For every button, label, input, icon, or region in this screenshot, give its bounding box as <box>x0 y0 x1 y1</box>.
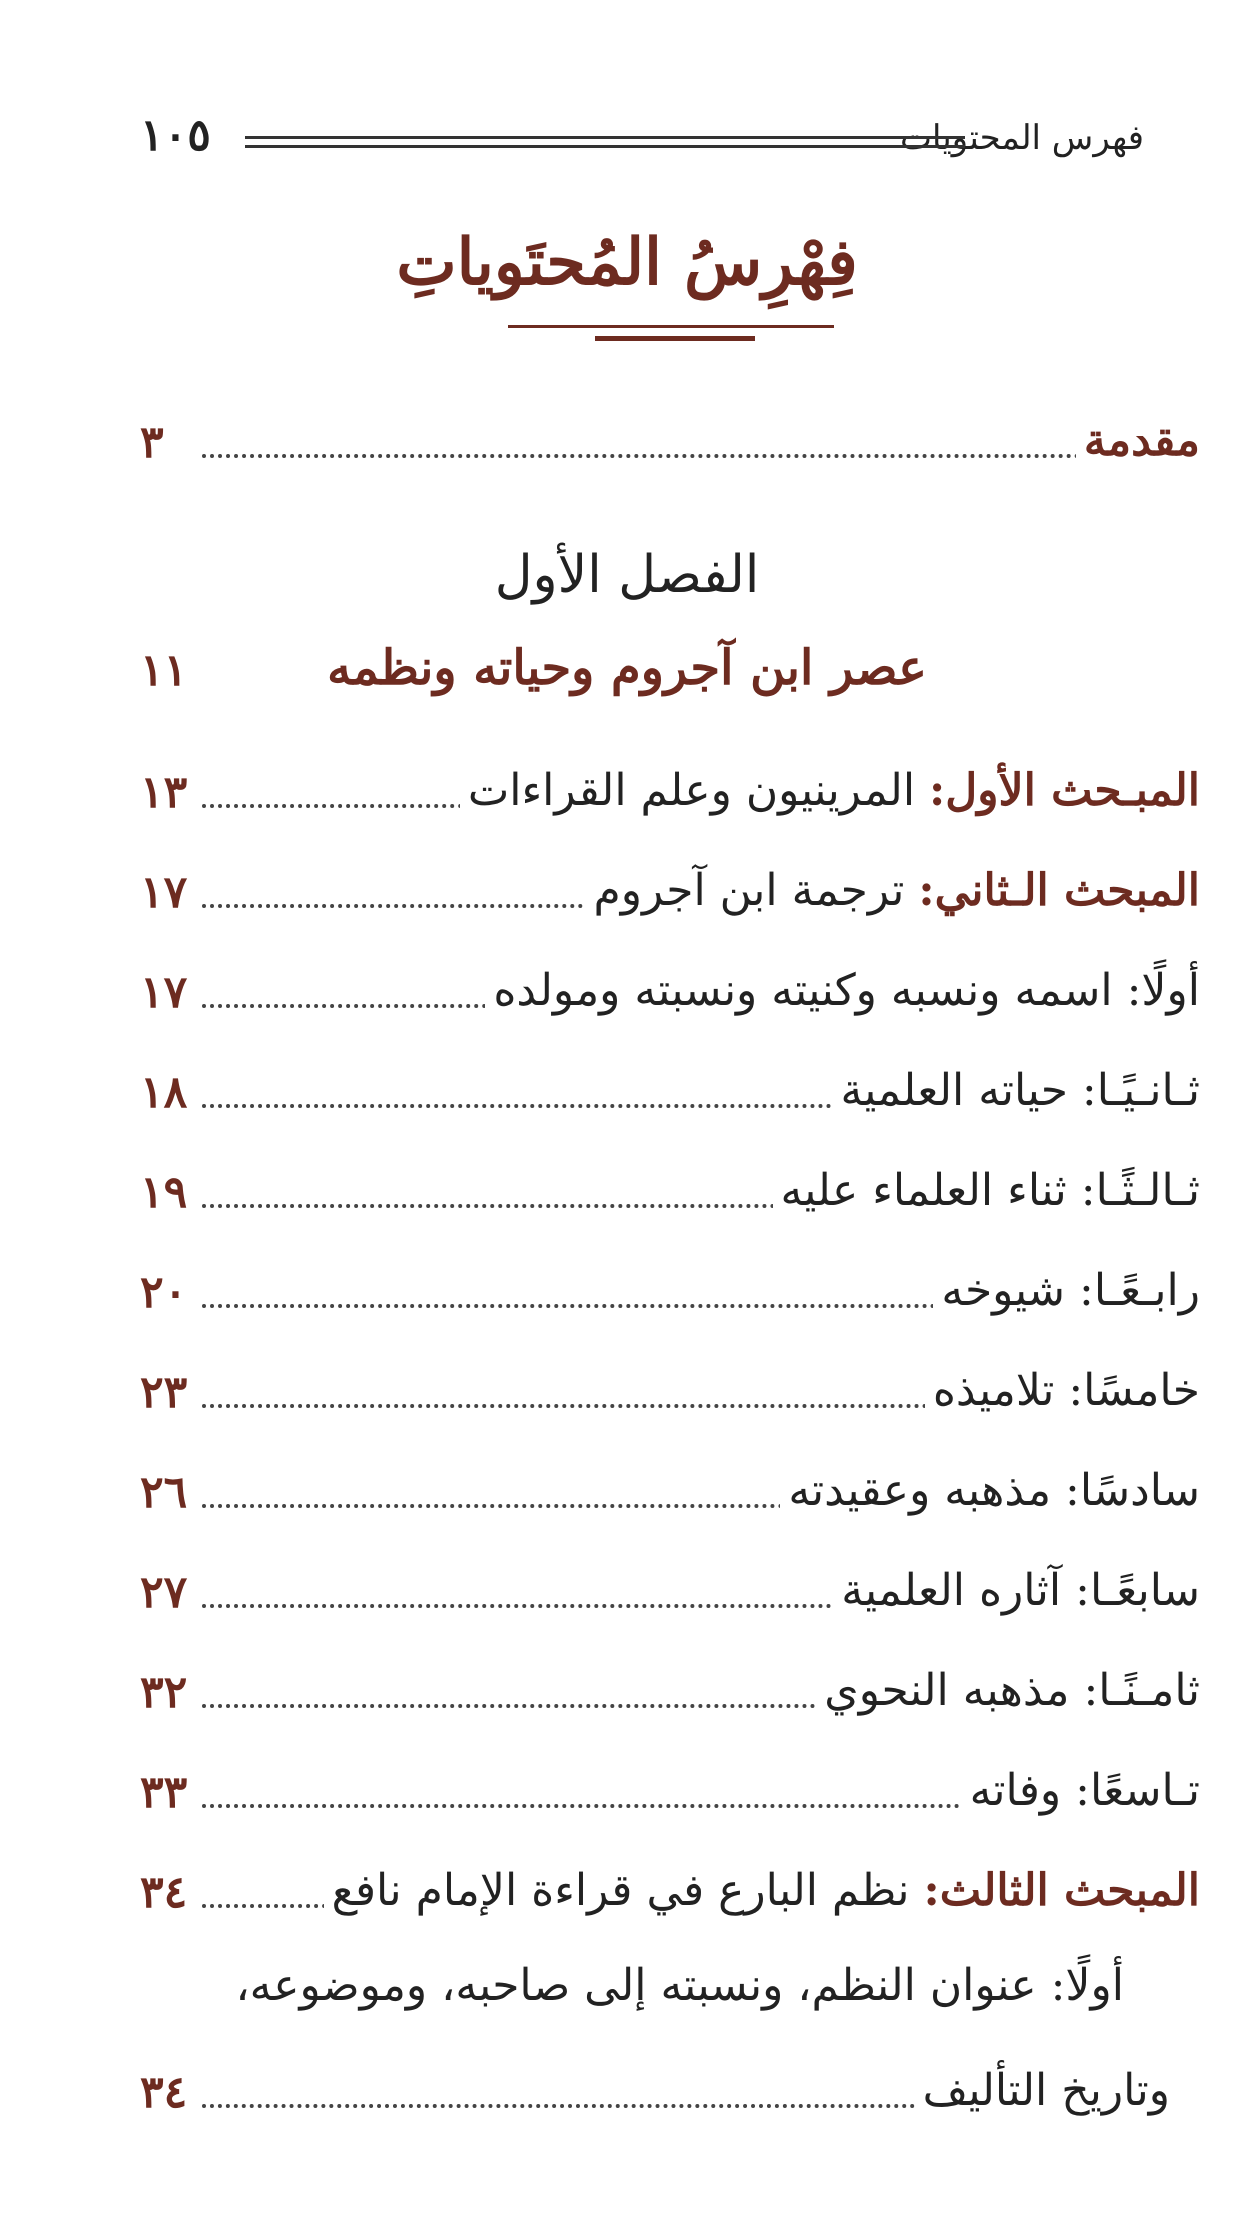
toc-label: سابعًـا: <box>1075 1565 1200 1617</box>
toc-page-number: ٢٠ <box>140 1267 193 1318</box>
toc-label: المبحث الثالث: <box>923 1865 1200 1917</box>
toc-entry[interactable] <box>140 950 1200 1030</box>
toc-title-continued: وتاريخ التأليف <box>922 2065 1170 2117</box>
toc-title: عنوان النظم، ونسبته إلى صاحبه، وموضوعه، <box>235 1960 1051 2011</box>
toc-label: رابـعًـا: <box>1079 1265 1200 1317</box>
toc-page-number: ٣٢ <box>140 1667 193 1718</box>
toc-entry[interactable] <box>140 750 1200 830</box>
toc-entry[interactable] <box>140 1550 1200 1630</box>
toc-entry[interactable] <box>140 1850 1200 1930</box>
toc-title: ترجمة ابن آجروم <box>593 865 919 917</box>
toc-label: خامسًا: <box>1068 1365 1200 1417</box>
toc-page-number: ٢٣ <box>140 1367 193 1418</box>
toc-label: أولًا: <box>1126 965 1200 1017</box>
toc-page-number: ٢٧ <box>140 1567 193 1618</box>
toc-entry[interactable] <box>140 1650 1200 1730</box>
toc-page-number: ١٩ <box>140 1167 193 1218</box>
toc-entry[interactable] <box>140 1150 1200 1230</box>
toc-title: شيوخه <box>941 1265 1080 1317</box>
toc-page-number: ٢٦ <box>140 1467 193 1518</box>
toc-label: سادسًا: <box>1065 1465 1200 1517</box>
toc-title: حياته العلمية <box>840 1065 1082 1117</box>
toc-page-number: ١٨ <box>140 1067 193 1118</box>
toc-entry[interactable] <box>140 850 1200 930</box>
dot-leader <box>202 454 1200 458</box>
toc-title: المرينيون وعلم القراءات <box>467 765 930 817</box>
toc-title: آثاره العلمية <box>841 1565 1076 1617</box>
toc-label: تـاسعًا: <box>1075 1765 1200 1817</box>
toc-page-number: ١٧ <box>140 967 193 1018</box>
toc-entry[interactable] <box>140 1750 1200 1830</box>
chapter-page-number: ١١ <box>140 645 188 696</box>
toc-page-number: ١٣ <box>140 767 193 818</box>
chapter-title[interactable]: عصر ابن آجروم وحياته ونظمه <box>327 640 927 696</box>
toc-page-number: ٣٤ <box>140 1867 193 1918</box>
toc-title: اسمه ونسبه وكنيته ونسبته ومولده <box>493 965 1127 1017</box>
toc-label: مقدمة <box>1083 415 1200 467</box>
toc-entry-second-line[interactable] <box>140 2050 1170 2130</box>
toc-page-number: ٣ <box>140 417 170 468</box>
toc-page-number: ٣٣ <box>140 1767 193 1818</box>
toc-entry[interactable] <box>140 1350 1200 1430</box>
toc-title: تلاميذه <box>932 1365 1069 1417</box>
toc-label: أولًا: <box>1050 1960 1124 2011</box>
toc-entry[interactable] <box>140 1450 1200 1530</box>
toc-entry-first-line[interactable] <box>235 1960 1124 2011</box>
toc-entry[interactable] <box>140 1050 1200 1130</box>
toc-entry[interactable] <box>140 1250 1200 1330</box>
title-underline-short <box>595 336 755 341</box>
toc-title: ثناء العلماء عليه <box>780 1165 1081 1217</box>
toc-title: مذهبه النحوي <box>824 1665 1084 1717</box>
toc-label: ثـالـثًـا: <box>1080 1165 1200 1217</box>
page-number: ١٠٥ <box>140 110 211 161</box>
running-header-title: فهرس المحتويات <box>899 118 1144 158</box>
toc-page-number: ٣٤ <box>140 2067 193 2118</box>
page-title: فِهْرِسُ المُحتَوياتِ <box>396 225 858 300</box>
chapter-label: الفصل الأول <box>494 545 760 605</box>
toc-entry-intro[interactable] <box>140 400 1200 480</box>
toc-label: ثامـنًـا: <box>1083 1665 1200 1717</box>
header-double-rule <box>245 136 965 154</box>
toc-title: نظم البارع في قراءة الإمام نافع <box>331 1865 924 1917</box>
toc-page-number: ١٧ <box>140 867 193 918</box>
toc-label: ثـانـيًـا: <box>1081 1065 1200 1117</box>
title-underline <box>508 325 834 328</box>
running-header <box>140 110 1194 170</box>
toc-label: المبحث الـثاني: <box>918 865 1200 917</box>
toc-title: مذهبه وعقيدته <box>788 1465 1066 1517</box>
toc-title: وفاته <box>969 1765 1076 1817</box>
toc-label: المبـحث الأول: <box>929 765 1200 817</box>
